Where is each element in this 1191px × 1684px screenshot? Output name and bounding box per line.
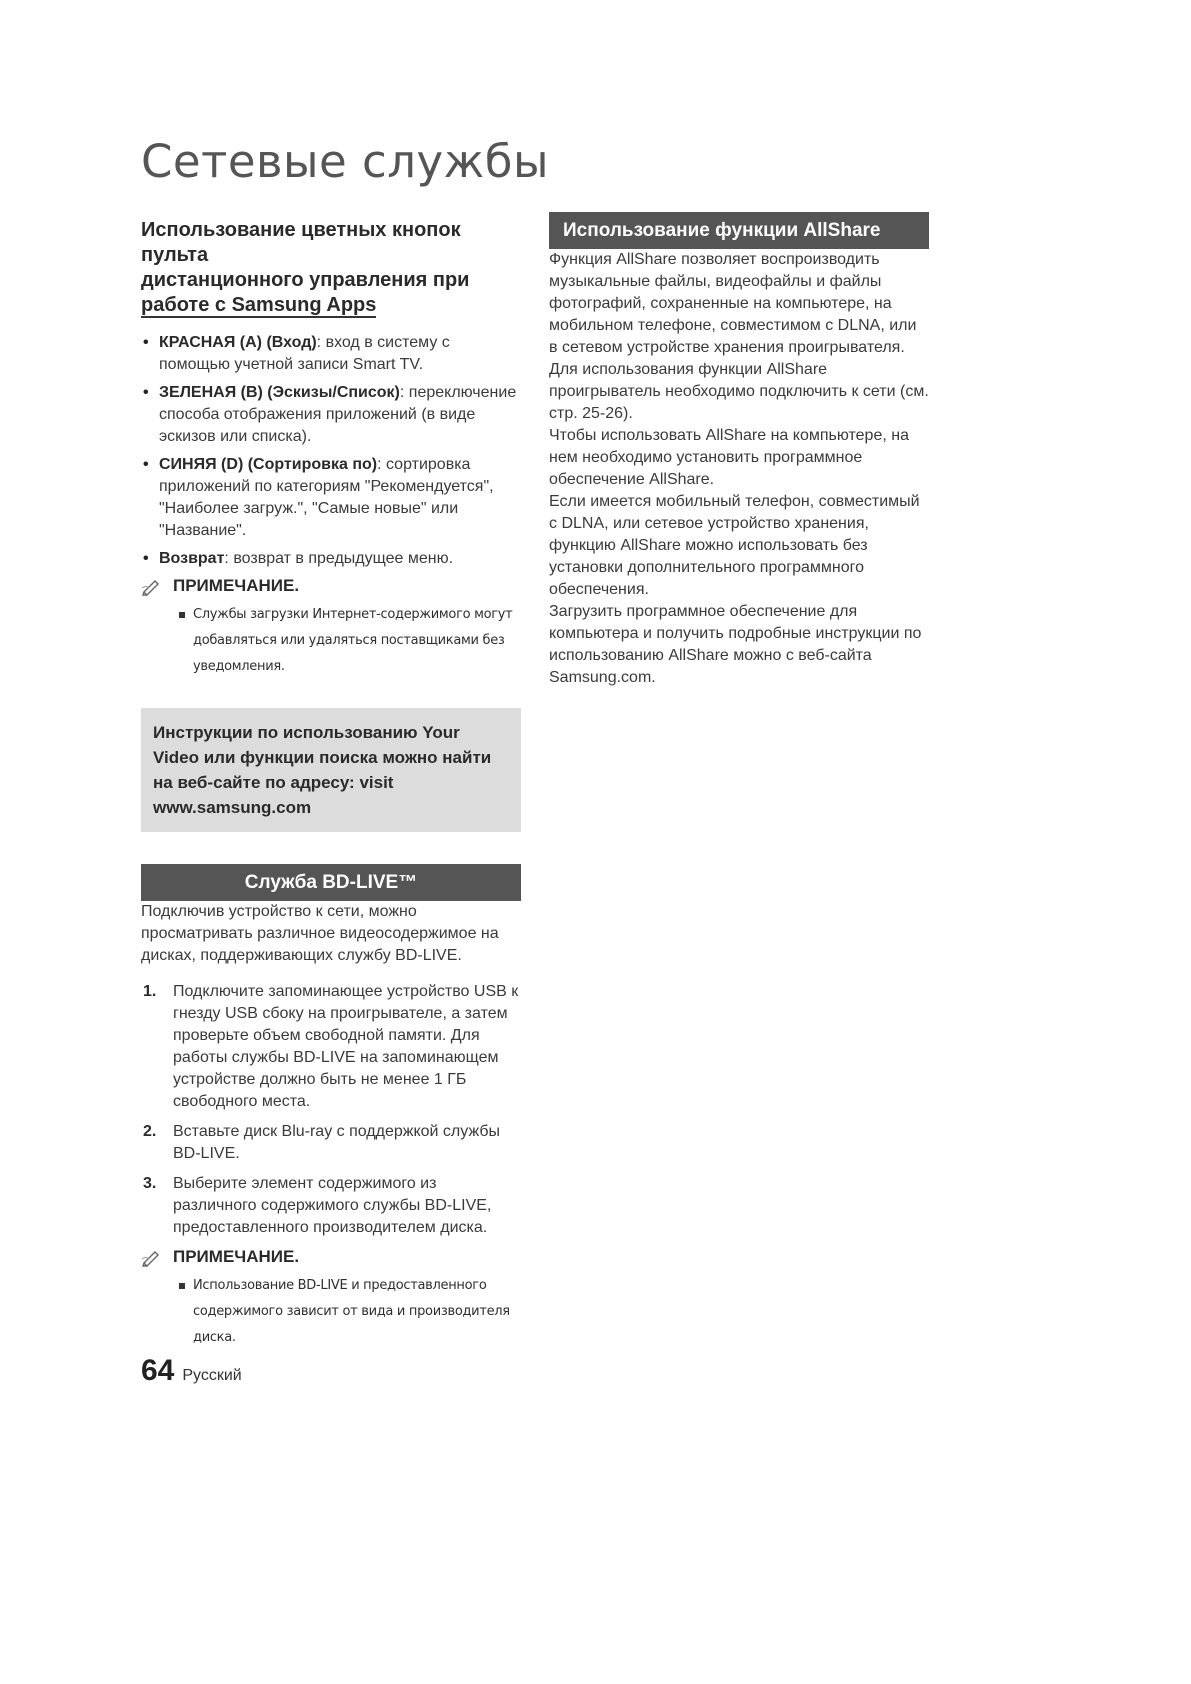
- heading-line-underlined: работе с Samsung Apps: [141, 294, 377, 316]
- step-text: Выберите элемент содержимого из различного содержимого службы BD-LIVE, предоставленного производителем диска.: [173, 1175, 492, 1236]
- allshare-paragraph: Загрузить программное обеспечение для компьютера и получить подробные инструкции по использованию AllShare можно с веб-сайта Samsung.com.: [549, 603, 922, 686]
- step-text: Вставьте диск Blu-ray с поддержкой службы BD-LIVE.: [173, 1123, 500, 1162]
- bullet-term: ЗЕЛЕНАЯ (B) (Эскизы/Список): [159, 384, 400, 401]
- allshare-paragraph: Функция AllShare позволяет воспроизводить музыкальные файлы, видеофайлы и файлы фотографий, сохраненные на компьютере, на мобильном телефоне, совместимом с DLNA, или в сетевом устройстве хранения проигрывателя.: [549, 251, 917, 356]
- note-label: ПРИМЕЧАНИЕ.: [173, 576, 300, 595]
- allshare-paragraph: Если имеется мобильный телефон, совместимый с DLNA, или сетевое устройство хранения, функцию AllShare можно использовать без установки дополнительного программного обеспечения.: [549, 493, 920, 598]
- step-item: [141, 981, 521, 1113]
- page-footer: [141, 1354, 242, 1388]
- step-text: Подключите запоминающее устройство USB к гнезду USB сбоку на проигрывателе, а затем проверьте объем свободной памяти. Для работы службы BD-LIVE на запоминающем устройстве должно быть не менее 1 ГБ свободного места.: [173, 983, 519, 1110]
- list-item: [141, 548, 521, 570]
- left-column: [141, 218, 521, 1351]
- step-number: 3.: [143, 1175, 157, 1192]
- list-item: [141, 332, 521, 376]
- bullet-term: Возврат: [159, 550, 225, 567]
- bdlive-intro: Подключив устройство к сети, можно просматривать различное видеосодержимое на дисках, поддерживающих службу BD-LIVE.: [141, 903, 499, 964]
- section-heading-color-buttons: [141, 218, 521, 318]
- bdlive-steps: [141, 981, 521, 1239]
- step-item: [141, 1173, 521, 1239]
- note-item: Использование BD-LIVE и предоставленного содержимого зависит от вида и производителя диска.: [141, 1273, 521, 1351]
- heading-line: Использование цветных кнопок пульта: [141, 219, 461, 266]
- step-number: 1.: [143, 983, 157, 1000]
- list-item: [141, 454, 521, 542]
- bullet-text: : переключение способа отображения приложений (в виде эскизов или списка).: [159, 384, 517, 445]
- bullet-term: КРАСНАЯ (A) (Вход): [159, 334, 317, 351]
- list-item: [141, 382, 521, 448]
- section-heading-bdlive: Служба BD-LIVE™: [141, 864, 521, 901]
- step-item: [141, 1121, 521, 1165]
- pencil-note-icon: [141, 576, 163, 596]
- note-heading: [141, 576, 521, 596]
- note-label: ПРИМЕЧАНИЕ.: [173, 1247, 300, 1266]
- step-number: 2.: [143, 1123, 157, 1140]
- bullet-text: : вход в систему с помощью учетной записи Smart TV.: [159, 334, 450, 373]
- allshare-paragraph: Для использования функции AllShare проигрыватель необходимо подключить к сети (см. стр. 25-26).: [549, 361, 929, 422]
- pencil-note-icon: [141, 1247, 163, 1267]
- bullet-term: СИНЯЯ (D) (Сортировка по): [159, 456, 378, 473]
- page-number: 64: [141, 1354, 175, 1387]
- info-box: Инструкции по использованию Your Video или функции поиска можно найти на веб-сайте по адресу: visit www.samsung.com: [141, 708, 521, 832]
- page-language: Русский: [182, 1367, 242, 1384]
- right-column: [549, 212, 929, 689]
- page-title: Сетевые службы: [141, 135, 550, 188]
- section-heading-allshare: Использование функции AllShare: [549, 212, 929, 249]
- note-item: Службы загрузки Интернет-содержимого могут добавляться или удаляться поставщиками без уведомления.: [141, 602, 521, 680]
- heading-line: дистанционного управления при: [141, 269, 470, 291]
- bullet-text: : сортировка приложений по категориям "Рекомендуется", "Наиболее загруж.", "Самые новые" или "Название".: [159, 456, 494, 539]
- bullet-text: : возврат в предыдущее меню.: [224, 550, 454, 567]
- allshare-paragraph: Чтобы использовать AllShare на компьютере, на нем необходимо установить программное обеспечение AllShare.: [549, 427, 909, 488]
- color-buttons-list: [141, 332, 521, 570]
- note-heading: [141, 1247, 521, 1267]
